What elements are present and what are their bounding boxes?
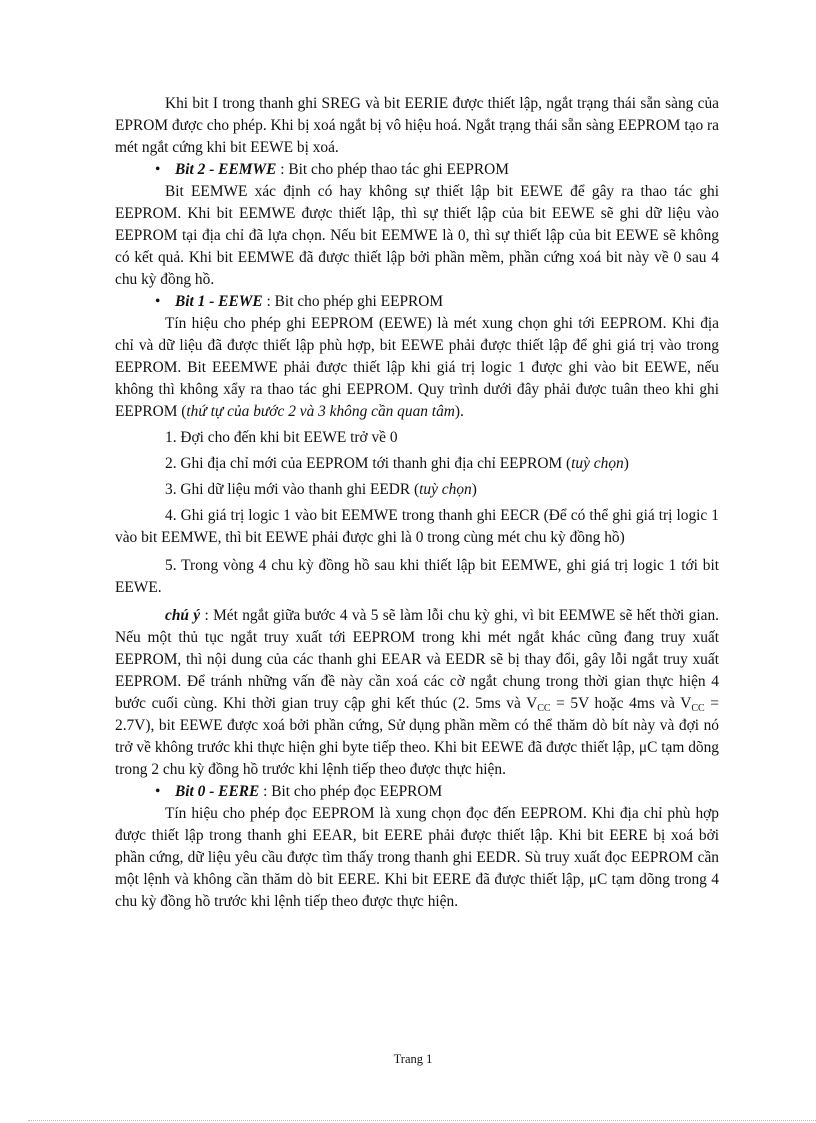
eewe-italic-note: thứ tự của bước 2 và 3 không cần quan tâm [186, 403, 455, 420]
bit1-desc: : Bit cho phép ghi EEPROM [266, 293, 444, 310]
bullet-bit1 [115, 291, 719, 313]
step-3-optional: tuỳ chọn [419, 481, 472, 498]
step-4: 4. Ghi giá trị logic 1 vào bit EEMWE trong thanh ghi EECR (Để có thể ghi giá trị logic 1 vào bit EEMWE, thì bit EEWE phải được ghi là 0 trong cùng mét chu kỳ đồng hồ) [115, 507, 719, 546]
paragraph-interrupt-intro: Khi bit I trong thanh ghi SREG và bit EERIE được thiết lập, ngắt trạng thái sẵn sàng của EPROM được cho phép. Khi bị xoá ngắt bị vô hiệu hoá. Ngắt trạng thái sẵn sàng EEPROM tạo ra mét ngắt cứng khi bit EEWE bị xoá. [115, 95, 719, 156]
step-2-paren: ) [623, 455, 629, 472]
paragraph-eere: Tín hiệu cho phép đọc EEPROM là xung chọn đọc đến EEPROM. Khi địa chỉ phù hợp được thiết lập trong thanh ghi EEAR, bit EERE phải được thiết lập. Khi bit EERE bị xoá bởi phần cứng, dữ liệu yêu cầu được tìm thấy trong thanh ghi EEDR. Sù truy xuất đọc EEPROM cần một lệnh và không cần thăm dò bit EERE. Khi bit EERE đã được thiết lập, μC tạm dõng trong 4 chu kỳ đồng hồ trước khi lệnh tiếp theo được thực hiện. [115, 805, 719, 910]
note-text-c: = 2.7V), bit EEWE được xoá bởi phần cứng, Sử dụng phần mềm có thể thăm dò bít này và đợi nó trở về không trước khi thực hiện ghi byte tiếp theo. Khi bit EEWE đã được thiết lập, μC tạm dõng trong 2 chu kỳ đồng hồ trước khi lệnh tiếp theo được thực hiện. [115, 695, 719, 778]
eewe-text: Tín hiệu cho phép ghi EEPROM (EEWE) là mét xung chọn ghi tới EEPROM. Khi địa chỉ và dữ liệu đã được thiết lập phù hợp, bit EEWE phải được thiết lập để ghi giá trị vào trong EEPROM. Bit EEEMWE phải được thiết lập khi giá trị logic 1 được ghi vào bit EEWE, nếu không thì không xẩy ra thao tác ghi EEPROM. Quy trình dưới đây phải được tuân theo khi ghi EEPROM ( [115, 315, 719, 420]
step-3-text: 3. Ghi dữ liệu mới vào thanh ghi EEDR ( [165, 481, 420, 498]
vcc-subscript: CC [691, 703, 705, 714]
bit2-desc: : Bit cho phép thao tác ghi EEPROM [280, 161, 509, 178]
note-text-b: = 5V hoặc 4ms và V [550, 695, 692, 712]
note-text-a: : Mét ngắt giữa bước 4 và 5 sẽ làm lỗi chu kỳ ghi, vì bit EEMWE sẽ hết thời gian. Nếu một thủ tục ngắt truy xuất tới EEPROM trong khi mét ngắt khác cũng đang truy xuất EEPROM, thì nội dung của các thanh ghi EEAR và EEDR sẽ bị thay đổi, gây lỗi ngắt truy xuất EEPROM. Để tránh những vấn đề này cần xoá các cờ ngắt chung trong thời gian thực hiện 4 bước cuối cùng. Khi thời gian truy cập ghi kết thúc (2. 5ms và V [115, 607, 719, 712]
bullet-bit0 [115, 781, 719, 803]
step-2 [115, 453, 719, 475]
step-3 [115, 479, 719, 501]
paragraph-note [115, 605, 719, 781]
bullet-icon: • [155, 783, 161, 800]
paragraph-eewe [115, 313, 719, 423]
eewe-text-end: ). [454, 403, 464, 420]
page-number: Trang 1 [393, 1052, 433, 1066]
bit1-title: Bit 1 - EEWE [175, 293, 263, 310]
document-body [115, 93, 719, 913]
step-5: 5. Trong vòng 4 chu kỳ đồng hồ sau khi thiết lập bit EEMWE, ghi giá trị logic 1 tới bit EEWE. [115, 557, 719, 596]
bullet-bit2 [115, 159, 719, 181]
bullet-icon: • [155, 293, 161, 310]
step-1: 1. Đợi cho đến khi bit EEWE trở về 0 [165, 429, 398, 446]
bullet-icon: • [155, 161, 161, 178]
bit0-desc: : Bit cho phép đọc EEPROM [263, 783, 443, 800]
step-2-text: 2. Ghi địa chỉ mới của EEPROM tới thanh ghi địa chỉ EEPROM ( [165, 455, 572, 472]
step-3-paren: ) [471, 481, 477, 498]
bit0-title: Bit 0 - EERE [175, 783, 260, 800]
bit2-title: Bit 2 - EEMWE [175, 161, 277, 178]
note-label: chú ý [165, 607, 201, 624]
step-2-optional: tuỳ chọn [571, 455, 624, 472]
page-bottom-divider [28, 1120, 816, 1121]
vcc-subscript: CC [537, 703, 551, 714]
paragraph-eemwe: Bit EEMWE xác định có hay không sự thiết lập bit EEWE để gây ra thao tác ghi EEPROM. Khi bit EEMWE được thiết lập, thì sự thiết lập của bit EEWE sẽ ghi dữ liệu vào EEPROM tại địa chỉ đã lựa chọn. Nếu bit EEMWE là 0, thì sự thiết lập của bit EEWE sẽ không có kết quả. Khi bit EEMWE đã được thiết lập bởi phần mềm, phần cứng xoá bit này về 0 sau 4 chu kỳ đồng hồ. [115, 183, 719, 288]
